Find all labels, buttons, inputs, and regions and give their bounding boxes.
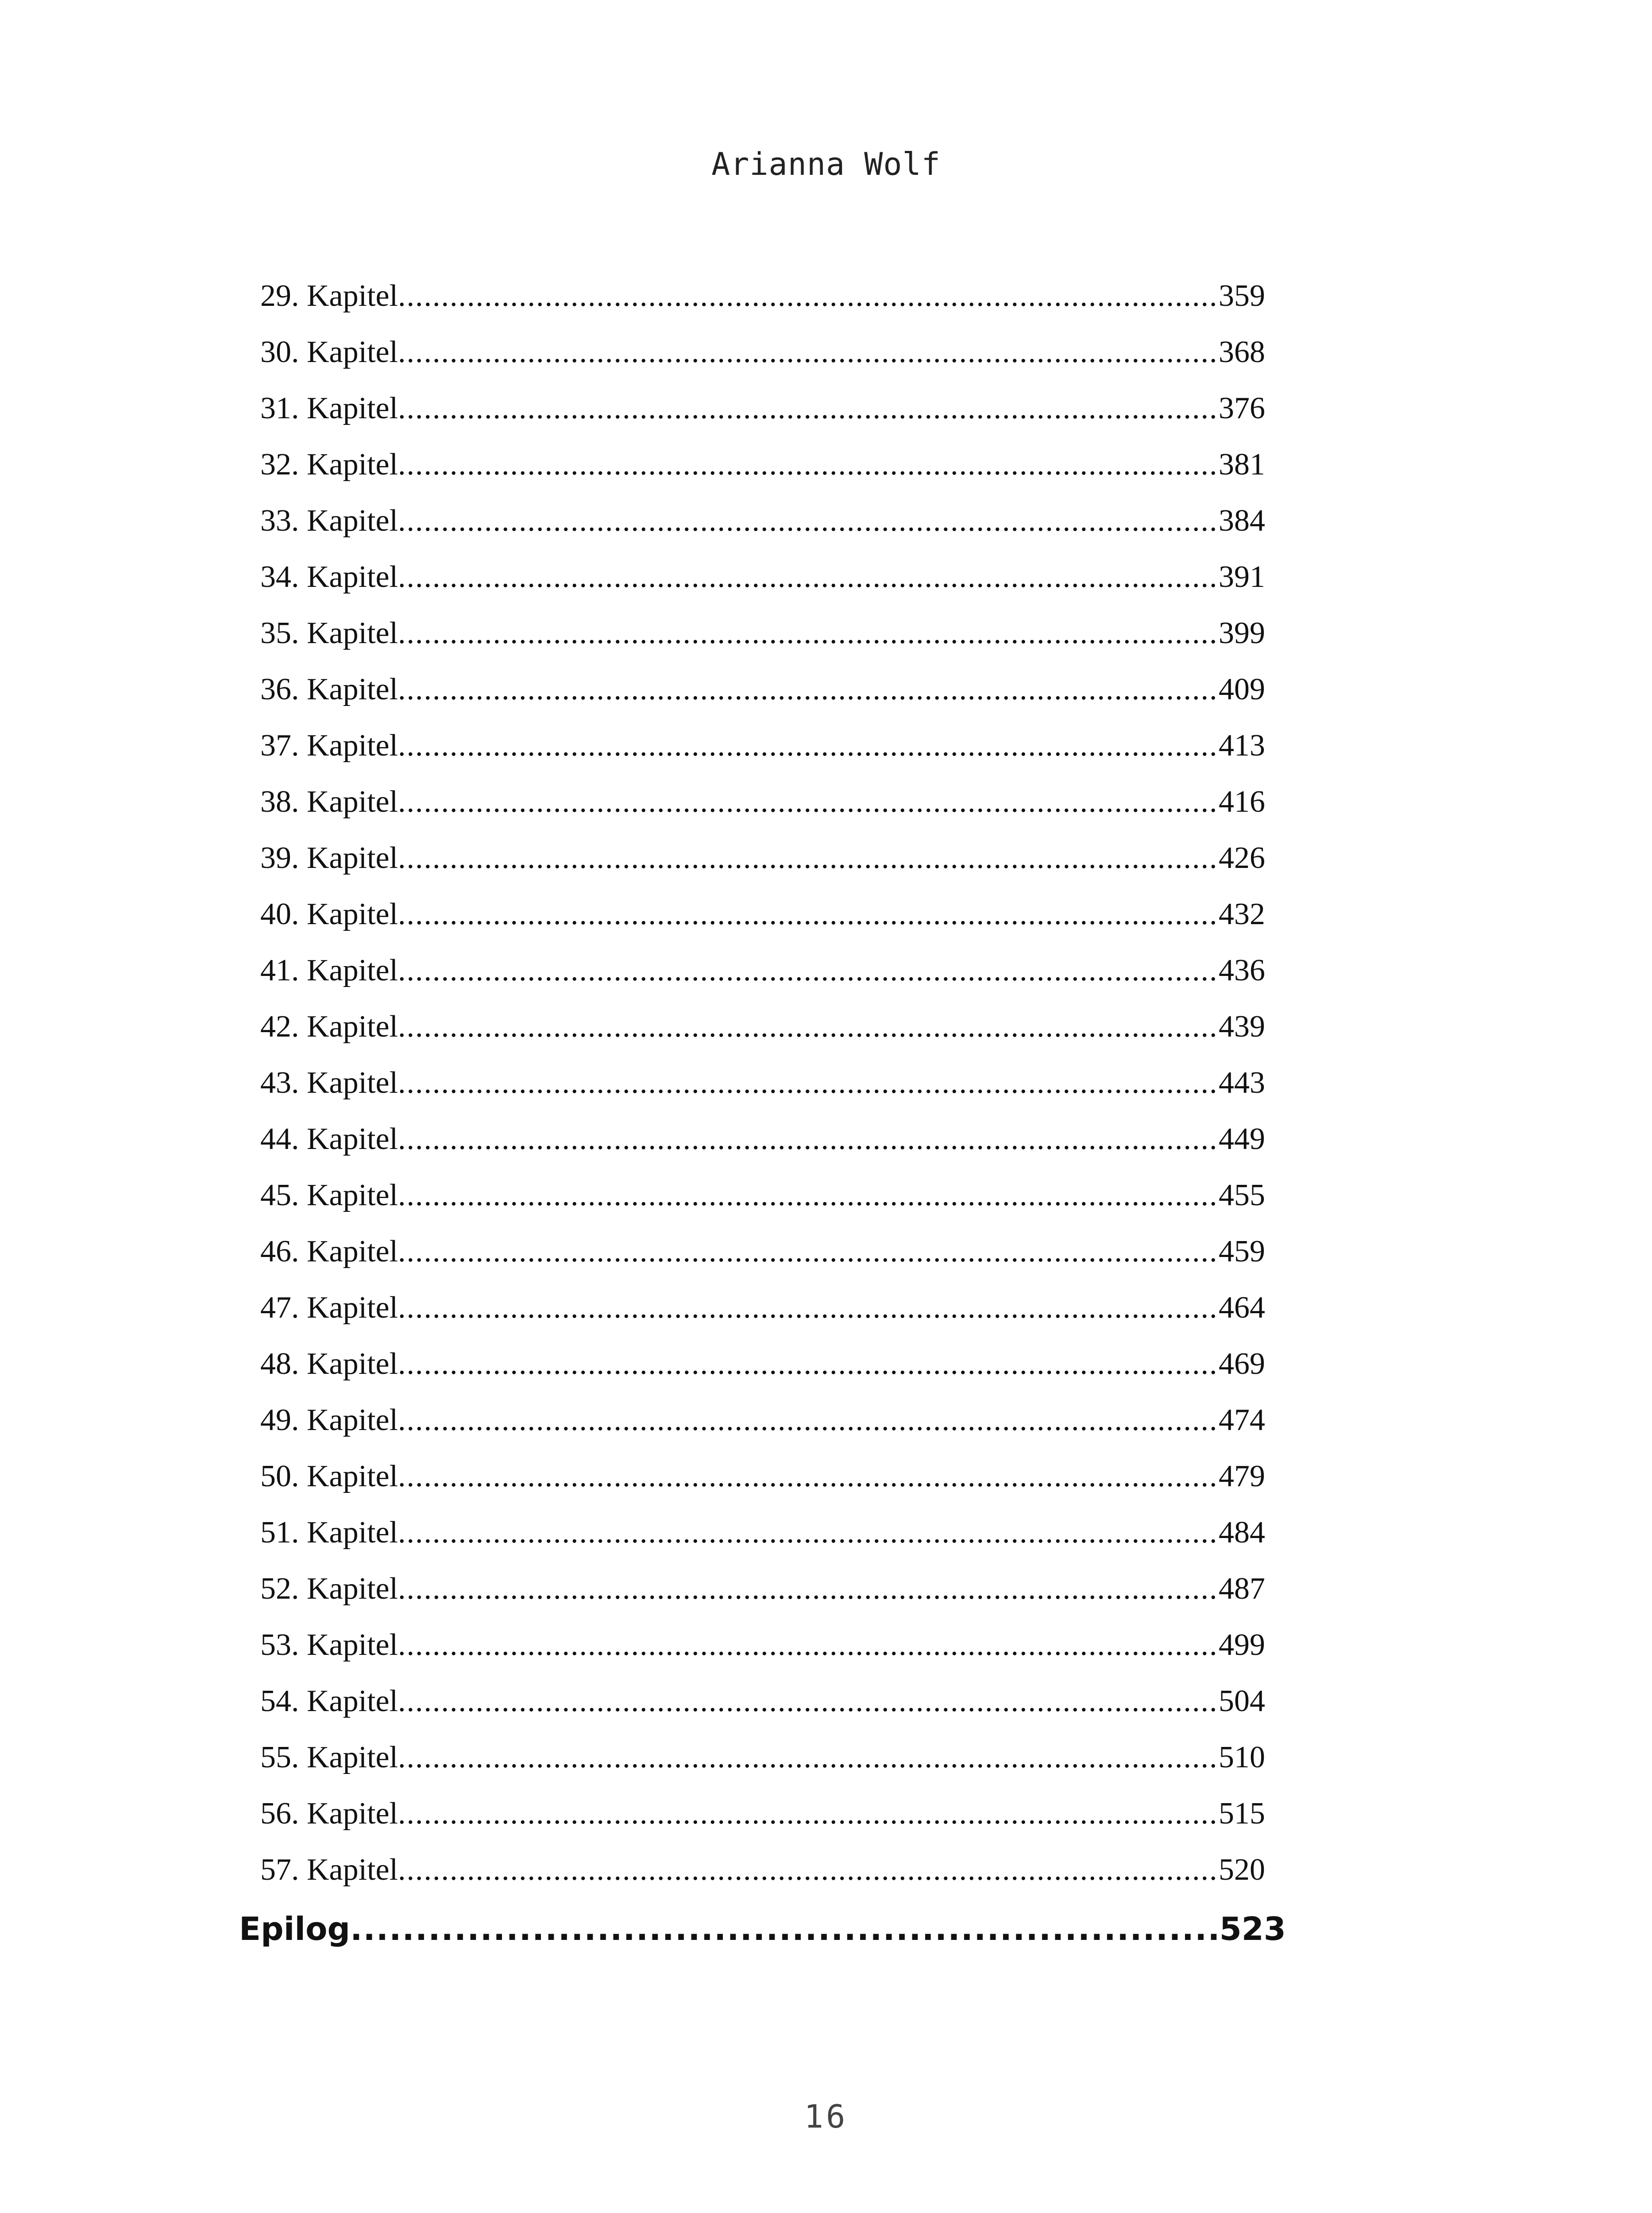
toc-entry-page-number: 520	[1219, 1853, 1265, 1887]
toc-entry[interactable]	[260, 830, 1265, 886]
toc-entry-page-number: 391	[1219, 560, 1265, 594]
toc-entry-page-number: 368	[1219, 335, 1265, 369]
toc-entry-page-number: 381	[1219, 447, 1265, 482]
toc-entry-label: 37. Kapitel	[260, 729, 398, 763]
toc-entry-page-number: 376	[1219, 391, 1265, 425]
toc-entry-label: 50. Kapitel	[260, 1459, 398, 1493]
toc-entry-label: 52. Kapitel	[260, 1572, 398, 1606]
toc-entry-page-number: 510	[1219, 1740, 1265, 1774]
toc-entry[interactable]	[260, 1111, 1265, 1167]
toc-entry-label: 53. Kapitel	[260, 1628, 398, 1662]
toc-entry-label: 31. Kapitel	[260, 391, 398, 425]
toc-dot-leader	[398, 942, 1219, 999]
toc-entry-page-number: 464	[1219, 1291, 1265, 1325]
toc-dot-leader	[398, 1111, 1219, 1167]
toc-entry-label: 42. Kapitel	[260, 1010, 398, 1044]
toc-dot-leader	[398, 1729, 1219, 1785]
toc-dot-leader	[398, 436, 1219, 493]
toc-entry-page-number: 499	[1219, 1628, 1265, 1662]
toc-entry-page-number: 432	[1219, 897, 1265, 931]
toc-entry-label: 34. Kapitel	[260, 560, 398, 594]
toc-entry-label: 39. Kapitel	[260, 841, 398, 875]
toc-dot-leader	[398, 1280, 1219, 1336]
toc-entry-label: 41. Kapitel	[260, 953, 398, 987]
toc-dot-leader	[398, 717, 1219, 774]
toc-entry-page-number: 384	[1219, 504, 1265, 538]
toc-entry-page-number: 416	[1219, 785, 1265, 819]
toc-entry-page-number: 426	[1219, 841, 1265, 875]
toc-entry[interactable]	[260, 1280, 1265, 1336]
toc-entry-label: 33. Kapitel	[260, 504, 398, 538]
toc-entry[interactable]	[260, 1842, 1265, 1898]
toc-dot-leader	[398, 1167, 1219, 1223]
toc-entry[interactable]	[260, 717, 1265, 774]
toc-dot-leader	[398, 1223, 1219, 1280]
toc-entry-label: 55. Kapitel	[260, 1740, 398, 1774]
toc-entry-label: 32. Kapitel	[260, 447, 398, 482]
toc-entry[interactable]	[260, 999, 1265, 1055]
toc-entry[interactable]	[260, 1336, 1265, 1392]
toc-entry[interactable]	[260, 268, 1265, 324]
toc-entry-page-number: 399	[1219, 616, 1265, 650]
toc-entry[interactable]	[260, 1167, 1265, 1223]
toc-entry-label: 43. Kapitel	[260, 1066, 398, 1100]
toc-entry[interactable]	[260, 774, 1265, 830]
toc-dot-leader	[398, 830, 1219, 886]
toc-dot-leader	[398, 268, 1219, 324]
toc-entry-page-number: 469	[1219, 1347, 1265, 1381]
toc-entry-page-number: 359	[1219, 279, 1265, 313]
toc-entry-label: 47. Kapitel	[260, 1291, 398, 1325]
toc-entry[interactable]	[260, 886, 1265, 942]
toc-dot-leader	[398, 1392, 1219, 1448]
toc-entry[interactable]	[260, 605, 1265, 661]
toc-dot-leader	[398, 1504, 1219, 1561]
toc-entry-page-number: 474	[1219, 1403, 1265, 1437]
toc-entry[interactable]	[260, 1448, 1265, 1504]
toc-entry-label: 56. Kapitel	[260, 1797, 398, 1831]
toc-dot-leader	[398, 1448, 1219, 1504]
toc-entry-label: 51. Kapitel	[260, 1515, 398, 1550]
toc-dot-leader	[398, 1055, 1219, 1111]
toc-dot-leader	[350, 1898, 1220, 1960]
toc-entry-page-number: 484	[1219, 1515, 1265, 1550]
toc-entry-page-number: 443	[1219, 1066, 1265, 1100]
toc-entry-page-number: 504	[1219, 1684, 1265, 1718]
toc-entry-page-number: 439	[1219, 1010, 1265, 1044]
toc-entry-page-number: 487	[1219, 1572, 1265, 1606]
toc-entry-label: 54. Kapitel	[260, 1684, 398, 1718]
toc-entry[interactable]	[260, 549, 1265, 605]
toc-dot-leader	[398, 549, 1219, 605]
toc-entry[interactable]	[260, 436, 1265, 493]
toc-entry-label: 49. Kapitel	[260, 1403, 398, 1437]
running-header-author: Arianna Wolf	[711, 146, 941, 182]
toc-entry[interactable]	[260, 661, 1265, 717]
toc-entry-page-number: 479	[1219, 1459, 1265, 1493]
toc-entry[interactable]	[260, 380, 1265, 436]
toc-entry[interactable]	[260, 1785, 1265, 1842]
toc-entry[interactable]	[260, 324, 1265, 380]
toc-entry-label: 36. Kapitel	[260, 672, 398, 706]
toc-entry[interactable]	[260, 1561, 1265, 1617]
toc-entry-page-number: 459	[1219, 1234, 1265, 1268]
toc-entry[interactable]	[260, 1617, 1265, 1673]
toc-entry-label: 35. Kapitel	[260, 616, 398, 650]
toc-dot-leader	[398, 493, 1219, 549]
toc-dot-leader	[398, 324, 1219, 380]
toc-entry[interactable]	[260, 493, 1265, 549]
toc-dot-leader	[398, 380, 1219, 436]
toc-entry-page-number: 455	[1219, 1178, 1265, 1212]
toc-entry-label: 46. Kapitel	[260, 1234, 398, 1268]
toc-dot-leader	[398, 1617, 1219, 1673]
toc-entry-page-number: 515	[1219, 1797, 1265, 1831]
toc-dot-leader	[398, 1785, 1219, 1842]
toc-dot-leader	[398, 605, 1219, 661]
toc-entry-label: 57. Kapitel	[260, 1853, 398, 1887]
toc-entry[interactable]	[260, 1055, 1265, 1111]
toc-entry[interactable]	[260, 1673, 1265, 1729]
toc-entry-page-number: 449	[1219, 1122, 1265, 1156]
toc-entry-label: 29. Kapitel	[260, 279, 398, 313]
toc-entry-page-number: 523	[1219, 1910, 1286, 1947]
toc-entry-label: 30. Kapitel	[260, 335, 398, 369]
toc-entry-page-number: 436	[1219, 953, 1265, 987]
toc-entry-label: 45. Kapitel	[260, 1178, 398, 1212]
toc-dot-leader	[398, 999, 1219, 1055]
toc-entry-epilog[interactable]	[239, 1898, 1286, 1960]
toc-entry-label: 38. Kapitel	[260, 785, 398, 819]
toc-dot-leader	[398, 1336, 1219, 1392]
toc-dot-leader	[398, 1673, 1219, 1729]
toc-entry-label: 40. Kapitel	[260, 897, 398, 931]
toc-entry[interactable]	[260, 1729, 1265, 1785]
page-number: 16	[804, 2098, 848, 2135]
toc-entry[interactable]	[260, 1392, 1265, 1448]
toc-entry-page-number: 409	[1219, 672, 1265, 706]
toc-entry[interactable]	[260, 1223, 1265, 1280]
toc-entry-label: Epilog	[239, 1910, 351, 1947]
toc-dot-leader	[398, 1842, 1219, 1898]
toc-entries	[260, 268, 1265, 1898]
toc-dot-leader	[398, 774, 1219, 830]
toc-entry[interactable]	[260, 942, 1265, 999]
toc-dot-leader	[398, 661, 1219, 717]
toc-entry[interactable]	[260, 1504, 1265, 1561]
toc-entry-label: 48. Kapitel	[260, 1347, 398, 1381]
table-of-contents	[239, 268, 1286, 1960]
toc-entry-page-number: 413	[1219, 729, 1265, 763]
toc-dot-leader	[398, 1561, 1219, 1617]
toc-dot-leader	[398, 886, 1219, 942]
toc-entry-label: 44. Kapitel	[260, 1122, 398, 1156]
